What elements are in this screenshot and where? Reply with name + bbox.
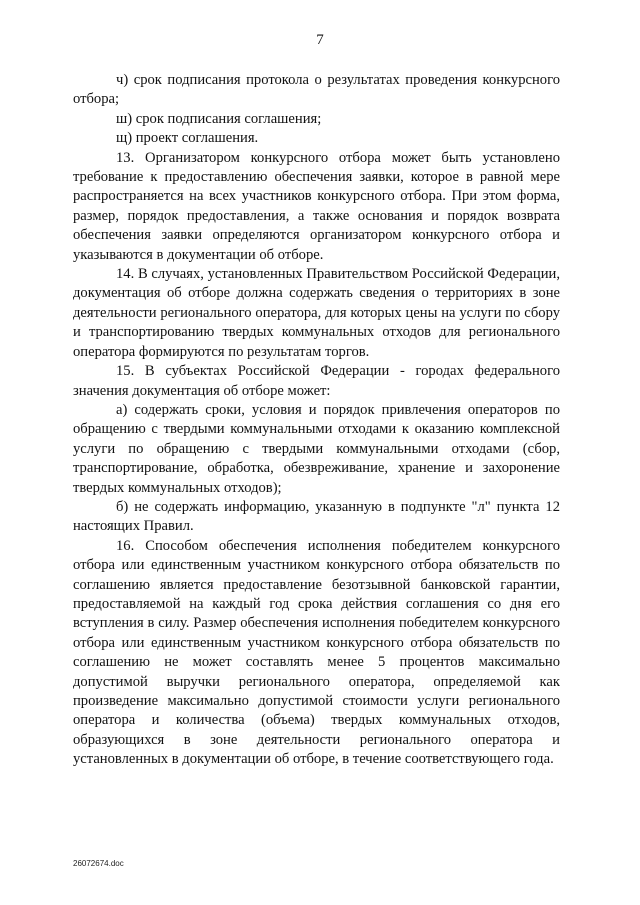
paragraph-15-b: б) не содержать информацию, указанную в подпункте "л" пункта 12 настоящих Правил. bbox=[73, 498, 560, 535]
paragraph-16: 16. Способом обеспечения исполнения победителем конкурсного отбора или единственным участником конкурсного отбора обязательств по соглашению является предоставление безотзывной банковской гарантии, предоставляемой на каждый год срока действия соглашения со дня его вступления в силу. Размер обеспечения исполнения победителем конкурсного отбора или единственным участником конкурсного отбора обязательств по соглашению не может составлять менее 5 процентов максимально допустимой выручки регионального оператора, определяемой как произведение максимально допустимой стоимости услуги регионального оператора и количества (объема) твердых коммунальных отходов, образующихся в зоне деятельности регионального оператора и установленных в документации об отборе, в течение соответствующего года. bbox=[73, 537, 560, 768]
paragraph-item-ch: ч) срок подписания протокола о результатах проведения конкурсного отбора; bbox=[73, 72, 560, 108]
paragraph-14: 14. В случаях, установленных Правительством Российской Федерации, документация об отборе должна содержать сведения о территориях в зоне деятельности регионального оператора, для которых цены на услуги по сбору и транспортированию твердых коммунальных отходов для регионального оператора формируются по результатам торгов. bbox=[73, 266, 560, 360]
paragraph-15-a: а) содержать сроки, условия и порядок привлечения операторов по обращению с твердыми коммунальными отходами к оказанию комплексной услуги по обращению с твердыми коммунальными отходами (сбор, транспортирование, обработка, обезвреживание, хранение и захоронение твердых коммунальных отходов); bbox=[73, 401, 560, 496]
paragraph-item-sh: ш) срок подписания соглашения; bbox=[116, 110, 322, 127]
document-body bbox=[73, 71, 560, 770]
paragraph-13: 13. Организатором конкурсного отбора может быть установлено требование к предоставлению обеспечения заявки, которое в равной мере распространяется на всех участников конкурсного отбора. При этом форма, размер, порядок предоставления, а также основания и порядок возврата обеспечения заявки определяются организатором конкурсного отбора и указываются в документации об отборе. bbox=[73, 149, 560, 263]
page-number: 7 bbox=[316, 32, 324, 48]
file-name-footer: 26072674.doc bbox=[73, 859, 124, 868]
paragraph-item-shch: щ) проект соглашения. bbox=[116, 130, 259, 147]
paragraph-15: 15. В субъектах Российской Федерации - городах федерального значения документация об отборе может: bbox=[73, 363, 560, 399]
